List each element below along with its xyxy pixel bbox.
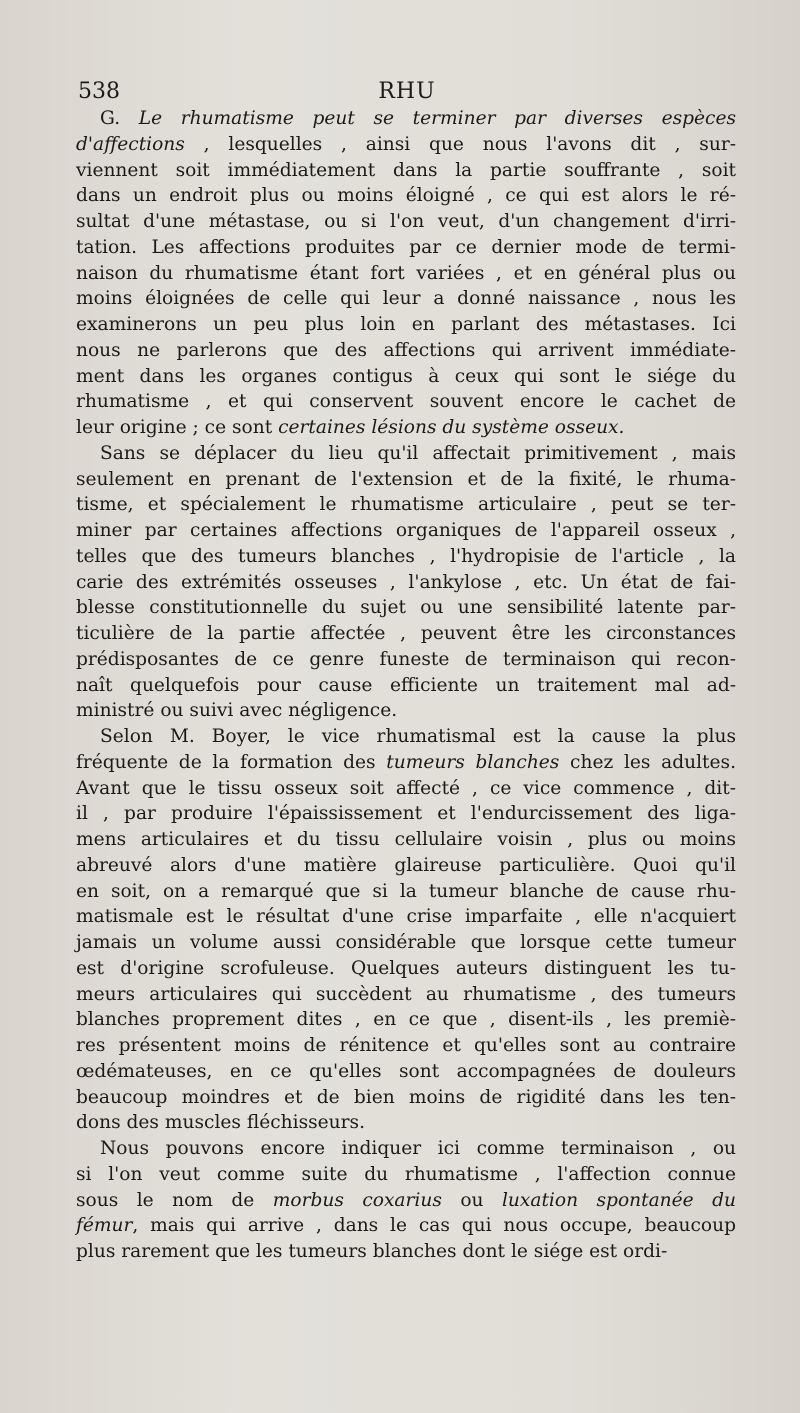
text-line: blesse constitutionnelle du sujet ou une sensibilité latente par- bbox=[76, 597, 736, 619]
italic-text: d'affections bbox=[76, 133, 185, 155]
text-line: Avant que le tissu osseux soit affecté , ce vice commence , dit- bbox=[76, 777, 736, 799]
text-line: Selon M. Boyer, le vice rhumatismal est la cause la plus bbox=[100, 726, 736, 747]
running-head: RHU bbox=[378, 79, 436, 104]
text-line: œdémateuses, en ce qu'elles sont accompagnées de douleurs bbox=[76, 1060, 736, 1082]
italic-text: fémur bbox=[76, 1215, 133, 1237]
text-line: si l'on veut comme suite du rhumatisme , l'affection connue bbox=[76, 1163, 736, 1185]
text-line: dans un endroit plus ou moins éloigné , ce qui est alors le ré- bbox=[76, 185, 736, 207]
text-line: il , par produire l'épaississement et l'endurcissement des liga- bbox=[76, 803, 736, 825]
text-line: matismale est le résultat d'une crise imparfaite , elle n'acquiert bbox=[76, 906, 736, 928]
text-line: rhumatisme , et qui conservent souvent encore le cachet de bbox=[76, 391, 736, 413]
text-line: tisme, et spécialement le rhumatisme articulaire , peut se ter- bbox=[76, 494, 736, 516]
paragraph bbox=[76, 441, 736, 724]
text-line: mens articulaires et du tissu cellulaire voisin , plus ou moins bbox=[76, 829, 736, 850]
text-line: seulement en prenant de l'extension et de la fixité, le rhuma- bbox=[76, 468, 736, 490]
text-line: naison du rhumatisme étant fort variées , et en général plus ou bbox=[76, 262, 736, 284]
text-line: fréquente de la formation des tumeurs blanches chez les adultes. bbox=[76, 751, 736, 773]
text-line: telles que des tumeurs blanches , l'hydropisie de l'article , la bbox=[76, 545, 736, 567]
text-line: nous ne parlerons que des affections qui arrivent immédiate- bbox=[76, 339, 736, 361]
text-line: sultat d'une métastase, ou si l'on veut, d'un changement d'irri- bbox=[76, 211, 736, 232]
page-header bbox=[78, 78, 736, 106]
text-line: Sans se déplacer du lieu qu'il affectait primitivement , mais bbox=[100, 442, 736, 464]
text-line: examinerons un peu plus loin en parlant des métastases. Ici bbox=[76, 314, 736, 335]
text-line: ment dans les organes contigus à ceux qui sont le siége du bbox=[76, 365, 736, 387]
text-line: jamais un volume aussi considérable que lorsque cette tumeur bbox=[76, 932, 736, 953]
text-line: sous le nom de morbus coxarius ou luxation spontanée du bbox=[76, 1189, 736, 1211]
text-line: naît quelquefois pour cause efficiente un traitement mal ad- bbox=[76, 674, 736, 696]
text-line: G. Le rhumatisme peut se terminer par diverses espèces bbox=[100, 108, 736, 129]
text-line: prédisposantes de ce genre funeste de terminaison qui recon- bbox=[76, 648, 736, 670]
text-line: viennent soit immédiatement dans la partie souffrante , soit bbox=[76, 159, 736, 181]
text-line: res présentent moins de rénitence et qu'elles sont au contraire bbox=[76, 1035, 736, 1056]
paragraph bbox=[76, 106, 736, 441]
text-line: dons des muscles fléchisseurs. bbox=[76, 1112, 365, 1134]
italic-text: luxation spontanée du bbox=[501, 1189, 736, 1211]
text-line: d'affections , lesquelles , ainsi que nous l'avons dit , sur- bbox=[76, 133, 736, 155]
text-line: abreuvé alors d'une matière glaireuse particulière. Quoi qu'il bbox=[76, 854, 736, 876]
text-line: carie des extrémités osseuses , l'ankylose , etc. Un état de fai- bbox=[76, 571, 736, 593]
text-line: plus rarement que les tumeurs blanches dont le siége est ordi- bbox=[76, 1241, 668, 1262]
text-line: miner par certaines affections organiques de l'appareil osseux , bbox=[76, 520, 736, 541]
paragraph bbox=[76, 724, 736, 1136]
text-line: meurs articulaires qui succèdent au rhumatisme , des tumeurs bbox=[76, 983, 736, 1005]
text-line: ministré ou suivi avec négligence. bbox=[76, 700, 398, 722]
text-line: ticulière de la partie affectée , peuvent être les circonstances bbox=[76, 623, 736, 644]
italic-text: certaines lésions du système osseux. bbox=[278, 417, 625, 438]
body-text bbox=[76, 106, 736, 1265]
text-line: en soit, on a remarqué que si la tumeur blanche de cause rhu- bbox=[76, 880, 736, 902]
text-line: est d'origine scrofuleuse. Quelques auteurs distinguent les tu- bbox=[76, 957, 736, 979]
text-line: leur origine ; ce sont certaines lésions du système osseux. bbox=[76, 417, 625, 438]
text-line: beaucoup moindres et de bien moins de rigidité dans les ten- bbox=[76, 1086, 736, 1108]
text-line: blanches proprement dites , en ce que , disent-ils , les premiè- bbox=[76, 1009, 736, 1031]
text-line: Nous pouvons encore indiquer ici comme terminaison , ou bbox=[100, 1138, 736, 1159]
text-line: fémur, mais qui arrive , dans le cas qui nous occupe, beaucoup bbox=[76, 1215, 736, 1237]
italic-text: Le rhumatisme peut se terminer par diverses espèces bbox=[138, 108, 736, 129]
text-line: tation. Les affections produites par ce dernier mode de termi- bbox=[76, 236, 736, 258]
italic-text: morbus coxarius bbox=[272, 1189, 442, 1211]
text-line: moins éloignées de celle qui leur a donné naissance , nous les bbox=[76, 288, 736, 310]
page-number: 538 bbox=[78, 79, 120, 104]
italic-text: tumeurs blanches bbox=[386, 751, 560, 773]
paragraph bbox=[76, 1136, 736, 1265]
